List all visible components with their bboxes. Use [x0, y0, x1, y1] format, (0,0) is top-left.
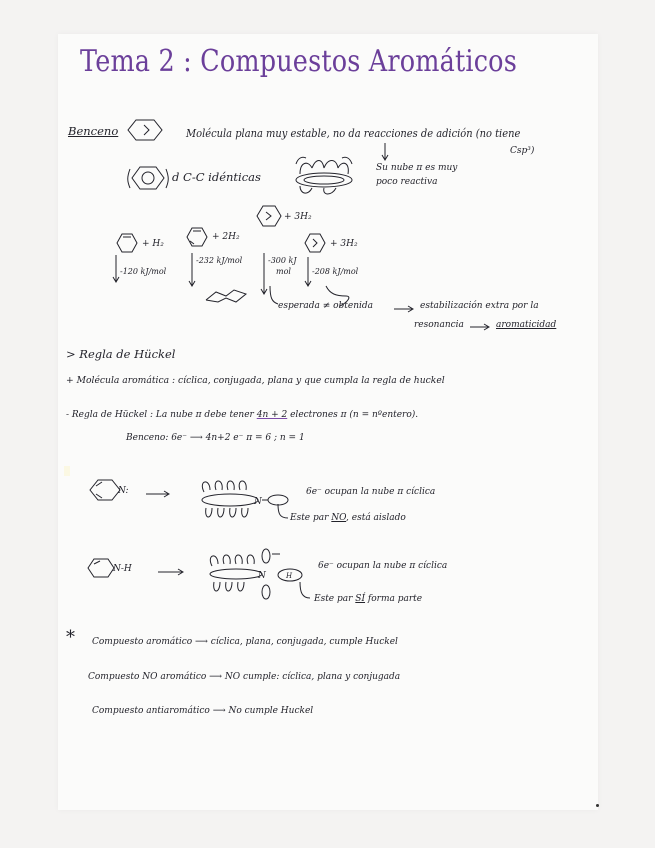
pi-cloud-icon: [292, 154, 356, 198]
pyrrole-text-2c: forma parte: [367, 594, 423, 604]
svg-text:H: H: [286, 572, 293, 580]
page-title: Tema 2 : Compuestos Aromáticos: [80, 44, 517, 79]
pyridine-label: N:: [118, 486, 129, 496]
h2-label: + 3H₂: [284, 212, 312, 222]
benceno-dcc: d C-C idénticas: [172, 170, 261, 184]
svg-text:N: N: [258, 571, 266, 581]
pyridine-text-2c: , está aislado: [346, 513, 406, 523]
pyridine-text-2b: NO: [331, 513, 347, 523]
pyrrole-text-1: 6e⁻ ocupan la nube π cíclica: [318, 561, 448, 571]
estabilizacion: estabilización extra por la: [420, 301, 539, 311]
pyridine-text-2a: Este par: [290, 513, 329, 523]
page-dot: [596, 804, 599, 807]
bracket-arrow-icon: [276, 504, 290, 522]
huckel-line-2a: - Regla de Hückel : La nube π debe tener: [66, 410, 254, 420]
pyridine-text-1: 6e⁻ ocupan la nube π cíclica: [306, 487, 436, 497]
esperada-obtenida: esperada ≠ obtenida: [278, 301, 374, 311]
pyridine-text-2: [290, 513, 406, 523]
highlight-mark: [64, 466, 70, 476]
pyrrole-text-2a: Este par: [314, 594, 353, 604]
huckel-line-2c: electrones π (n = nºentero).: [290, 410, 419, 420]
summary-star: *: [66, 627, 75, 648]
aromaticidad: aromaticidad: [496, 320, 557, 330]
arrow-right-icon: [394, 305, 416, 313]
pyrrole-text-2b: SÍ: [355, 594, 366, 604]
benzene-hexagon-icon: [304, 232, 326, 254]
benceno-description: Molécula plana muy estable, no da reacciones de adición (no tiene: [186, 126, 521, 140]
arrow-right-icon: [470, 323, 492, 331]
huckel-line-1: + Molécula aromática : cíclica, conjugada, plana y que cumpla la regla de huckel: [66, 376, 445, 386]
benceno-label: Benceno: [68, 124, 119, 138]
resonancia: resonancia: [414, 320, 464, 330]
nube-text-2: poco reactiva: [376, 177, 438, 187]
h2a-label: + H₂: [142, 239, 164, 249]
summary-aromatico: Compuesto aromático ⟶ cíclica, plana, conjugada, cumple Huckel: [92, 637, 398, 647]
svg-text:N: N: [254, 497, 262, 507]
bracket-arrow-icon: [298, 582, 312, 602]
energy-3-unit: mol: [276, 267, 291, 276]
benzene-hexagon-icon: [128, 118, 168, 142]
huckel-line-2: [66, 410, 418, 420]
nube-text: Su nube π es muy: [376, 163, 458, 173]
benzene-hexagon-icon: [255, 204, 285, 228]
arrow-right-icon: [158, 568, 186, 576]
energy-3: -300 kJ: [268, 256, 297, 265]
cyclohexene-icon: [116, 232, 138, 254]
huckel-heading: > Regla de Hückel: [66, 347, 176, 361]
pyrrole-label: N-H: [113, 564, 132, 574]
energy-2: -232 kJ/mol: [196, 256, 243, 265]
h3b-label: + 3H₂: [330, 239, 358, 249]
arrow-right-icon: [146, 490, 172, 498]
benzene-resonance-icon: [130, 163, 170, 193]
summary-antiaromatico: Compuesto antiaromático ⟶ No cumple Huckel: [92, 706, 314, 716]
energy-1: -120 kJ/mol: [120, 267, 167, 276]
huckel-4n2: 4n + 2: [256, 410, 288, 420]
pyrrole-orbital-icon: [206, 548, 310, 600]
cyclohexadiene-icon: [186, 226, 208, 248]
h2b-label: + 2H₂: [212, 232, 240, 242]
arrow-down-icon: [381, 143, 389, 163]
benceno-sp: Csp³): [510, 146, 535, 156]
energy-4: -208 kJ/mol: [312, 267, 359, 276]
cyclohexane-chair-icon: [204, 288, 248, 304]
pyrrole-text-2: [314, 594, 422, 604]
huckel-benceno: Benceno: 6e⁻ ⟶ 4n+2 e⁻ π = 6 ; n = 1: [126, 433, 305, 443]
summary-no-aromatico: Compuesto NO aromático ⟶ NO cumple: cíclica, plana y conjugada: [88, 672, 401, 682]
